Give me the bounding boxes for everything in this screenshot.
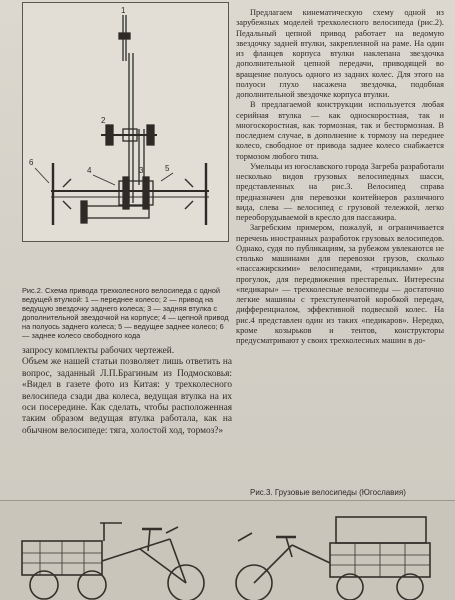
paragraph: В предлагаемой конструкции используется любая серийная втулка — как односкоростная, так и многоскоростная, как тормозная, так и бестормозная. В последнем случае, в дополнение к тормозу на переднее колесо, свободное от привода заднее колесо снабжается тормозом любого типа. <box>236 100 444 161</box>
label-2: 2 <box>101 116 106 125</box>
figure-3-caption: Рис.3. Грузовые велосипеды (Югославия) <box>250 488 406 497</box>
paragraph: запросу комплекты рабочих чертежей. <box>22 346 175 356</box>
label-5: 5 <box>165 164 170 173</box>
figure-2-caption: Рис.2. Схема привода трехколесного велосипеда с одной ведущей втулкой: 1 — переднее колесо; 2 — привод на ведущую звездочку заднего колеса; 3 — задняя втулка с дополнительной звездочкой на корпусе; 4 — цепной привод на полуось заднего колеса; 5 — ведущее заднее колесо; 6 — заднее колесо свободного хода <box>22 286 229 340</box>
cargo-bicycles-drawing <box>0 501 455 600</box>
drive-scheme-drawing <box>23 3 228 241</box>
paragraph: Умельцы из югославского города Загреба разработали несколько видов грузовых велосипедных шасси, представленных на рис.3. Велосипед справа предназначен для перевозки контейнеров различного вида, слева — велосипед с грузовой тележкой, легко переоборудываемой в кресло для пассажира. <box>236 161 444 222</box>
figure-3-cargo-bicycles-photo <box>0 500 455 600</box>
label-4: 4 <box>87 166 92 175</box>
figure-2-drive-scheme <box>22 2 229 242</box>
label-6: 6 <box>29 158 34 167</box>
paragraph: Предлагаем кинематическую схему одной из зарубежных моделей трехколесного велосипеда (рис.2). Педальный цепной привод работает на ведомую звездочку задней втулки, закрепленной на раме. На один из фланцев корпуса втулки наклепана звездочка дополнительной цепной передачи, приводящей во вращение полуось одного из задних колес. Для этого на полуоси глухо насажена звездочка, подобная дополнительной звездочке корпуса втулки. <box>236 8 444 99</box>
label-3: 3 <box>139 166 144 175</box>
right-text-column <box>236 8 444 346</box>
label-1: 1 <box>121 6 126 15</box>
left-text-column <box>22 346 232 437</box>
paragraph: Объем же нашей статьи позволяет лишь ответить на вопрос, заданный Л.П.Брагиным из Подмосковья: «Видел в газете фото из Китая: у трехколесного велосипеда сзади два колеса, ведущая втулка на их оси посередине. Как сделать, чтобы расположенная таким образом ведущая втулка работала, как на обычном велосипеде: тяга, холостой ход, тормоз?» <box>22 357 232 436</box>
paragraph: Загребским примером, пожалуй, и ограничивается перечень иностранных разработок грузовых велосипедов. Однако, судя по публикациям, за рубежом увлекаются не столько машинами для перевозки грузов, сколько «пассажирскими» велосипедами, «трициклами» для прогулок, для передвижения престарелых. Интересны «педикары» — трехколесные велосипеды — достаточно легкие машины с трехступенчатой коробкой передач, дифференциалом, эффективной подвеской колес. На рис.4 представлен один из таких «педикаров». Нередко, кроме козырьков и тентов, конструкторы предусматривают у своих трехколесных машин в до- <box>236 223 444 345</box>
